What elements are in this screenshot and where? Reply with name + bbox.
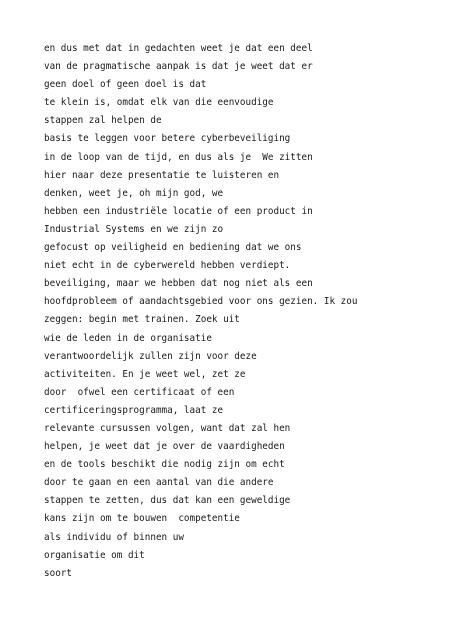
text-line-18: verantwoordelijk zullen zijn voor deze xyxy=(44,350,257,362)
text-line-29: organisatie om dit xyxy=(44,549,145,561)
text-line-19: activiteiten. En je weet wel, zet ze xyxy=(44,368,246,380)
text-line-4: te klein is, omdat elk van die eenvoudige xyxy=(44,97,274,109)
text-line-30: soort xyxy=(44,567,72,579)
text-line-22: relevante cursussen volgen, want dat zal hen xyxy=(44,422,291,434)
text-line-25: door te gaan en een aantal van die andere xyxy=(44,477,274,489)
text-line-20: door ofwel een certificaat of een xyxy=(44,386,235,398)
text-line-12: gefocust op veiligheid en bediening dat we ons xyxy=(44,242,302,254)
text-line-13: niet echt in de cyberwereld hebben verdiept. xyxy=(44,260,291,272)
document-body xyxy=(44,40,464,583)
text-line-21: certificeringsprogramma, laat ze xyxy=(44,404,224,416)
text-line-10: hebben een industriële locatie of een product in xyxy=(44,205,313,217)
text-line-7: in de loop van de tijd, en dus als je We zitten xyxy=(44,151,313,163)
text-line-17: wie de leden in de organisatie xyxy=(44,332,212,344)
text-line-9: denken, weet je, oh mijn god, we xyxy=(44,187,224,199)
text-line-11: Industrial Systems en we zijn zo xyxy=(44,223,224,235)
text-line-5: stappen zal helpen de xyxy=(44,115,162,127)
text-line-8: hier naar deze presentatie te luisteren en xyxy=(44,169,280,181)
text-line-14: beveiliging, maar we hebben dat nog niet als een xyxy=(44,278,313,290)
text-line-15: hoofdprobleem of aandachtsgebied voor ons gezien. Ik zou xyxy=(44,296,358,308)
text-line-3: geen doel of geen doel is dat xyxy=(44,79,207,91)
text-line-24: en de tools beschikt die nodig zijn om echt xyxy=(44,459,285,471)
text-line-26: stappen te zetten, dus dat kan een geweldige xyxy=(44,495,291,507)
text-line-28: als individu of binnen uw xyxy=(44,531,184,543)
text-line-27: kans zijn om te bouwen competentie xyxy=(44,513,240,525)
text-line-1: en dus met dat in gedachten weet je dat een deel xyxy=(44,43,313,54)
text-line-6: basis te leggen voor betere cyberbeveiliging xyxy=(44,133,291,145)
text-line-23: helpen, je weet dat je over de vaardigheden xyxy=(44,441,285,453)
text-line-16: zeggen: begin met trainen. Zoek uit xyxy=(44,314,240,326)
text-line-2: van de pragmatische aanpak is dat je weet dat er xyxy=(44,61,313,73)
